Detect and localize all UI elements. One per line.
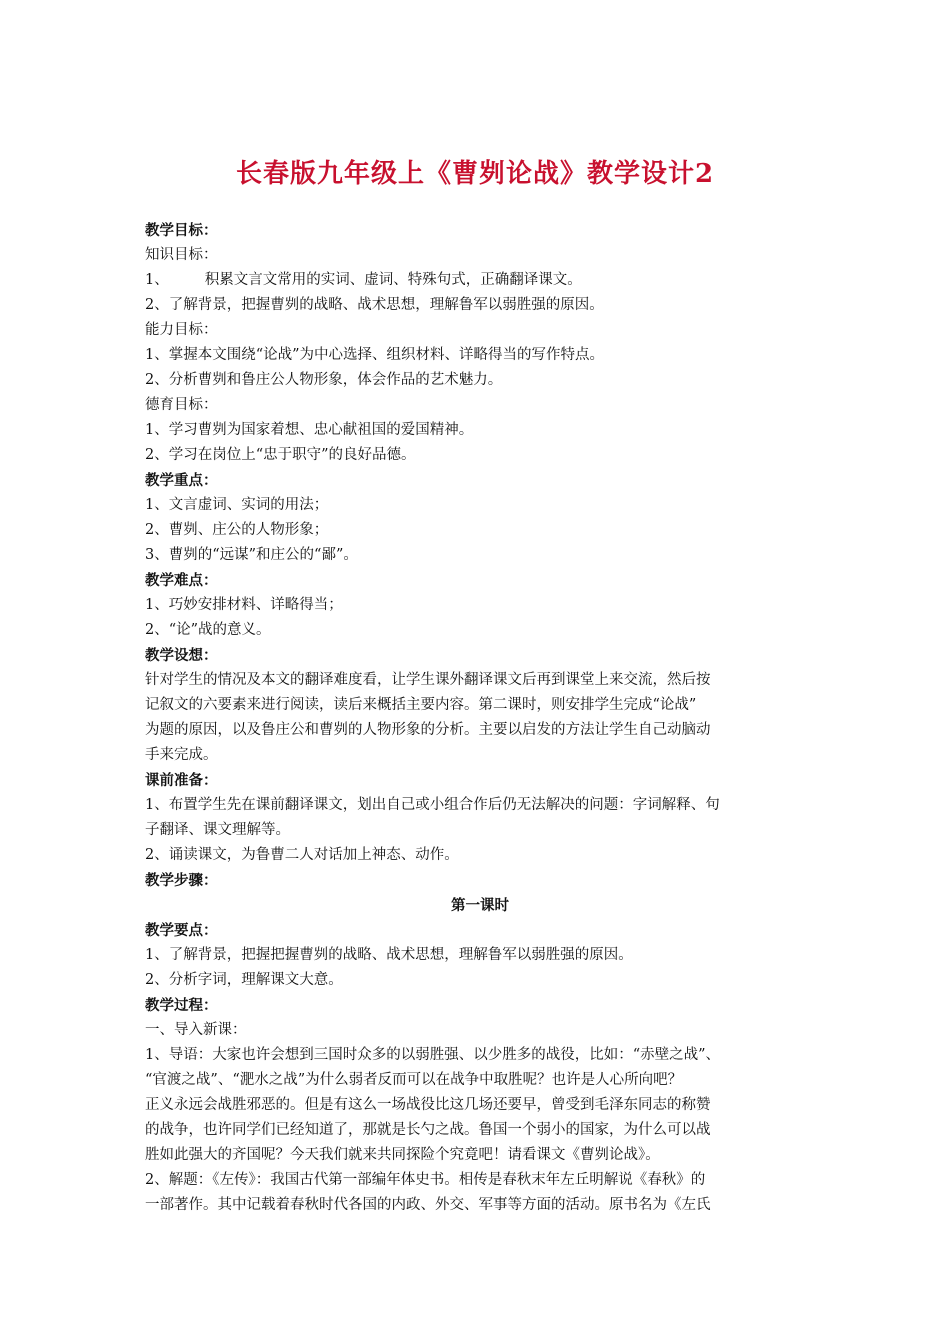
text-line: 的战争，也许同学们已经知道了，那就是长勺之战。鲁国一个弱小的国家，为什么可以战 bbox=[145, 1122, 711, 1138]
section-heading: 教学步骤： bbox=[145, 872, 218, 889]
text-line: 3、曹刿的“远谋”和庄公的“鄙”。 bbox=[145, 547, 358, 563]
section-heading: 课前准备： bbox=[145, 772, 218, 789]
text-line: 1、了解背景，把握把握曹刿的战略、战术思想，理解鲁军以弱胜强的原因。 bbox=[145, 947, 633, 963]
text-line bbox=[145, 268, 815, 293]
text-line: 2、曹刿、庄公的人物形象； bbox=[145, 522, 329, 538]
text-line: 2、解题：《左传》：我国古代第一部编年体史书。相传是春秋末年左丘明解说《春秋》的 bbox=[145, 1172, 706, 1188]
text-line: 2、诵读课文，为鲁曹二人对话加上神态、动作。 bbox=[145, 847, 459, 863]
text-line: 德育目标： bbox=[145, 397, 218, 413]
section-heading: 教学目标： bbox=[145, 222, 218, 239]
text-line: 2、了解背景，把握曹刿的战略、战术思想，理解鲁军以弱胜强的原因。 bbox=[145, 297, 604, 313]
text-line: 2、分析字词，理解课文大意。 bbox=[145, 972, 343, 988]
document-body bbox=[145, 218, 815, 1218]
section-heading: 教学重点： bbox=[145, 472, 218, 489]
section-heading: 教学过程： bbox=[145, 997, 218, 1014]
text-line: 记叙文的六要素来进行阅读，读后来概括主要内容。第二课时，则安排学生完成“论战” bbox=[145, 697, 697, 713]
document-title: 长春版九年级上《曹刿论战》教学设计2 bbox=[235, 159, 715, 189]
text-line: 一部著作。其中记载着春秋时代各国的内政、外交、军事等方面的活动。原书名为《左氏 bbox=[145, 1197, 711, 1213]
text-line: 1、文言虚词、实词的用法； bbox=[145, 497, 329, 513]
text-line: 2、学习在岗位上“忠于职守”的良好品德。 bbox=[145, 447, 416, 463]
text-line: 1、学习曹刿为国家着想、忠心献祖国的爱国精神。 bbox=[145, 422, 474, 438]
text-line: 手来完成。 bbox=[145, 747, 218, 763]
text-line: 1、掌握本文围绕“论战”为中心选择、组织材料、详略得当的写作特点。 bbox=[145, 347, 605, 363]
text-line: 知识目标： bbox=[145, 247, 218, 263]
text-line: 1、导语：大家也许会想到三国时众多的以弱胜强、以少胜多的战役，比如：“赤壁之战”、 bbox=[145, 1047, 721, 1063]
section-heading: 教学难点： bbox=[145, 572, 218, 589]
text-line: 子翻译、课文理解等。 bbox=[145, 822, 290, 838]
list-text: 积累文言文常用的实词、虚词、特殊句式，正确翻译课文。 bbox=[204, 272, 582, 288]
text-line: 1、布置学生先在课前翻译课文，划出自己或小组合作后仍无法解决的问题：字词解释、句 bbox=[145, 797, 720, 813]
text-line: 针对学生的情况及本文的翻译难度看，让学生课外翻译课文后再到课堂上来交流，然后按 bbox=[145, 672, 711, 688]
section-heading: 第一课时 bbox=[451, 897, 509, 914]
text-line: 1、巧妙安排材料、详略得当； bbox=[145, 597, 343, 613]
section-heading: 教学要点： bbox=[145, 922, 218, 939]
text-line: 正义永远会战胜邪恶的。但是有这么一场战役比这几场还要早，曾受到毛泽东同志的称赞 bbox=[145, 1097, 711, 1113]
text-line: 2、“论”战的意义。 bbox=[145, 622, 271, 638]
text-line: 胜如此强大的齐国呢？今天我们就来共同探险个究竟吧！请看课文《曹刿论战》。 bbox=[145, 1147, 660, 1163]
text-line: 为题的原因，以及鲁庄公和曹刿的人物形象的分析。主要以启发的方法让学生自己动脑动 bbox=[145, 722, 711, 738]
text-line: 能力目标： bbox=[145, 322, 218, 338]
text-line: 2、分析曹刿和鲁庄公人物形象，体会作品的艺术魅力。 bbox=[145, 372, 503, 388]
list-number: 1、 bbox=[145, 272, 169, 288]
section-heading: 教学设想： bbox=[145, 647, 218, 664]
text-line: 一、导入新课： bbox=[145, 1022, 247, 1038]
text-line: “官渡之战”、“淝水之战”为什么弱者反而可以在战争中取胜呢？也许是人心所向吧？ bbox=[145, 1072, 683, 1088]
